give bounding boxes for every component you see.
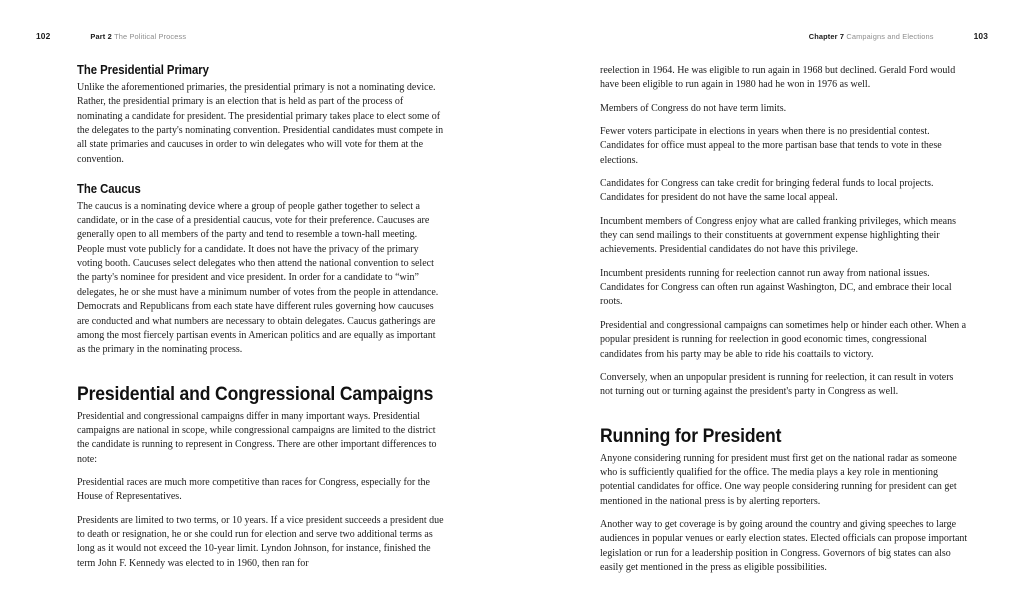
heading-running-for-president: Running for President	[600, 424, 782, 447]
paragraph-continued-3: Fewer voters participate in elections in years when there is no presidential contest. Candidates for office must appeal to the more partisan base that tends to vote in these elections.	[600, 126, 942, 166]
paragraph-continued-4: Candidates for Congress can take credit for bringing federal funds to local projects. Candidates for president do not have the same local appeal.	[600, 178, 934, 204]
page-left-column	[77, 64, 445, 571]
page-right-column	[600, 64, 968, 575]
section-running-for-president-heading-wrap	[600, 426, 968, 447]
heading-presidential-and-congressional-campaigns: Presidential and Congressional Campaigns	[77, 382, 434, 405]
section-presidential-primary-heading-wrap	[77, 64, 445, 78]
running-head-left	[36, 32, 186, 40]
running-head-left-label: Part 2	[90, 32, 112, 41]
running-head-right-subtitle: Campaigns and Elections	[846, 32, 934, 41]
paragraph-the-caucus-1: The caucus is a nominating device where a group of people gather together to select a candidate, or in the case of a presidential caucus, vote for their preference. Caucuses are generally open to all members of the party and tend to resemble a town-hall meeting. People must vote publicly for a candidate. It does not have the privacy of the primary voting booth. Caucuses select delegates who then attend the national convention to select the party's nominee for president and vice president. In order for a candidate to “win” delegates, he or she must have a minimum number of votes from the people in attendance. Democrats and Republicans from each state have different rules governing how caucuses are conducted and what numbers are necessary to obtain delegates. Caucus gatherings are among the most fiercely partisan events in American politics and are equally as important as the primary in the nominating process.	[77, 200, 439, 356]
paragraph-continued-8: Conversely, when an unpopular president is running for reelection, it can result in voters not turning out or turning against the president's party in Congress as well.	[600, 371, 954, 398]
paragraph-continued-1: reelection in 1964. He was eligible to run again in 1968 but declined. Gerald Ford would have been eligible to run again in 1980 had he won in 1976 as well.	[600, 65, 956, 91]
running-head-right-label: Chapter 7	[808, 32, 845, 41]
paragraph-presidential-primary-1: Unlike the aforementioned primaries, the presidential primary is not a nominating device. Rather, the presidential primary is an election that is held as part of the process of nominating a candidate for president. The presidential primary takes place to elect some of the delegates to the party's nominating convention. Presidential candidates must compete in all state primaries and caucuses in order to win delegates who will vote for them at the convention.	[77, 81, 444, 165]
paragraph-continued-2: Members of Congress do not have term limits.	[600, 102, 787, 114]
paragraph-continued-6: Incumbent presidents running for reelection cannot run away from national issues. Candidates for Congress can often run against Washington, DC, and embrace their local roots.	[600, 267, 952, 308]
section-the-caucus-heading-wrap	[77, 183, 445, 197]
running-head-left-subtitle: The Political Process	[114, 32, 187, 41]
paragraph-campaigns-2: Presidential races are much more competitive than races for Congress, especially for the House of Representatives.	[77, 476, 430, 503]
paragraph-campaigns-3: Presidents are limited to two terms, or 10 years. If a vice president succeeds a president due to death or resignation, he or she could run for election and serve two additional terms as long as it would not exceed the 10-year limit. Lyndon Johnson, for instance, finished the term John F. Kennedy was elected to in 1960, then ran for	[77, 514, 444, 569]
section-presidential-congressional-campaigns-heading-wrap	[77, 384, 445, 405]
folio-right: 103	[973, 31, 988, 41]
heading-the-presidential-primary: The Presidential Primary	[77, 63, 209, 77]
running-head-right	[809, 32, 988, 40]
paragraph-continued-5: Incumbent members of Congress enjoy what are called franking privileges, which means they can send mailings to their constituents at government expense highlighting their achievements. Presidential candidates do not have this privilege.	[600, 215, 957, 256]
paragraph-campaigns-1: Presidential and congressional campaigns differ in many important ways. Presidential campaigns are national in scope, while congressional campaigns are limited to the district the candidate is running to represent in Congress. There are other important differences to note:	[77, 410, 437, 465]
heading-the-caucus: The Caucus	[77, 181, 141, 196]
paragraph-running-for-president-1: Anyone considering running for president must first get on the national radar as someone who is sufficiently qualified for the office. The media plays a key role in mentioning potential candidates for office. One way people considering running for president can get mentioned in the national press is by alerting reporters.	[600, 452, 957, 507]
paragraph-continued-7: Presidential and congressional campaigns can sometimes help or hinder each other. When a popular president is running for reelection in good economic times, congressional candidates from his party may be able to ride his coattails to victory.	[600, 319, 967, 360]
folio-left: 102	[36, 31, 51, 41]
paragraph-running-for-president-2: Another way to get coverage is by going around the country and giving speeches to large audiences in popular venues or early election states. Elected officials can propose important legislation or run for a leadership position in Congress. Governors of big states can also easily get mentioned in the press as eligible possibilities.	[600, 518, 968, 573]
